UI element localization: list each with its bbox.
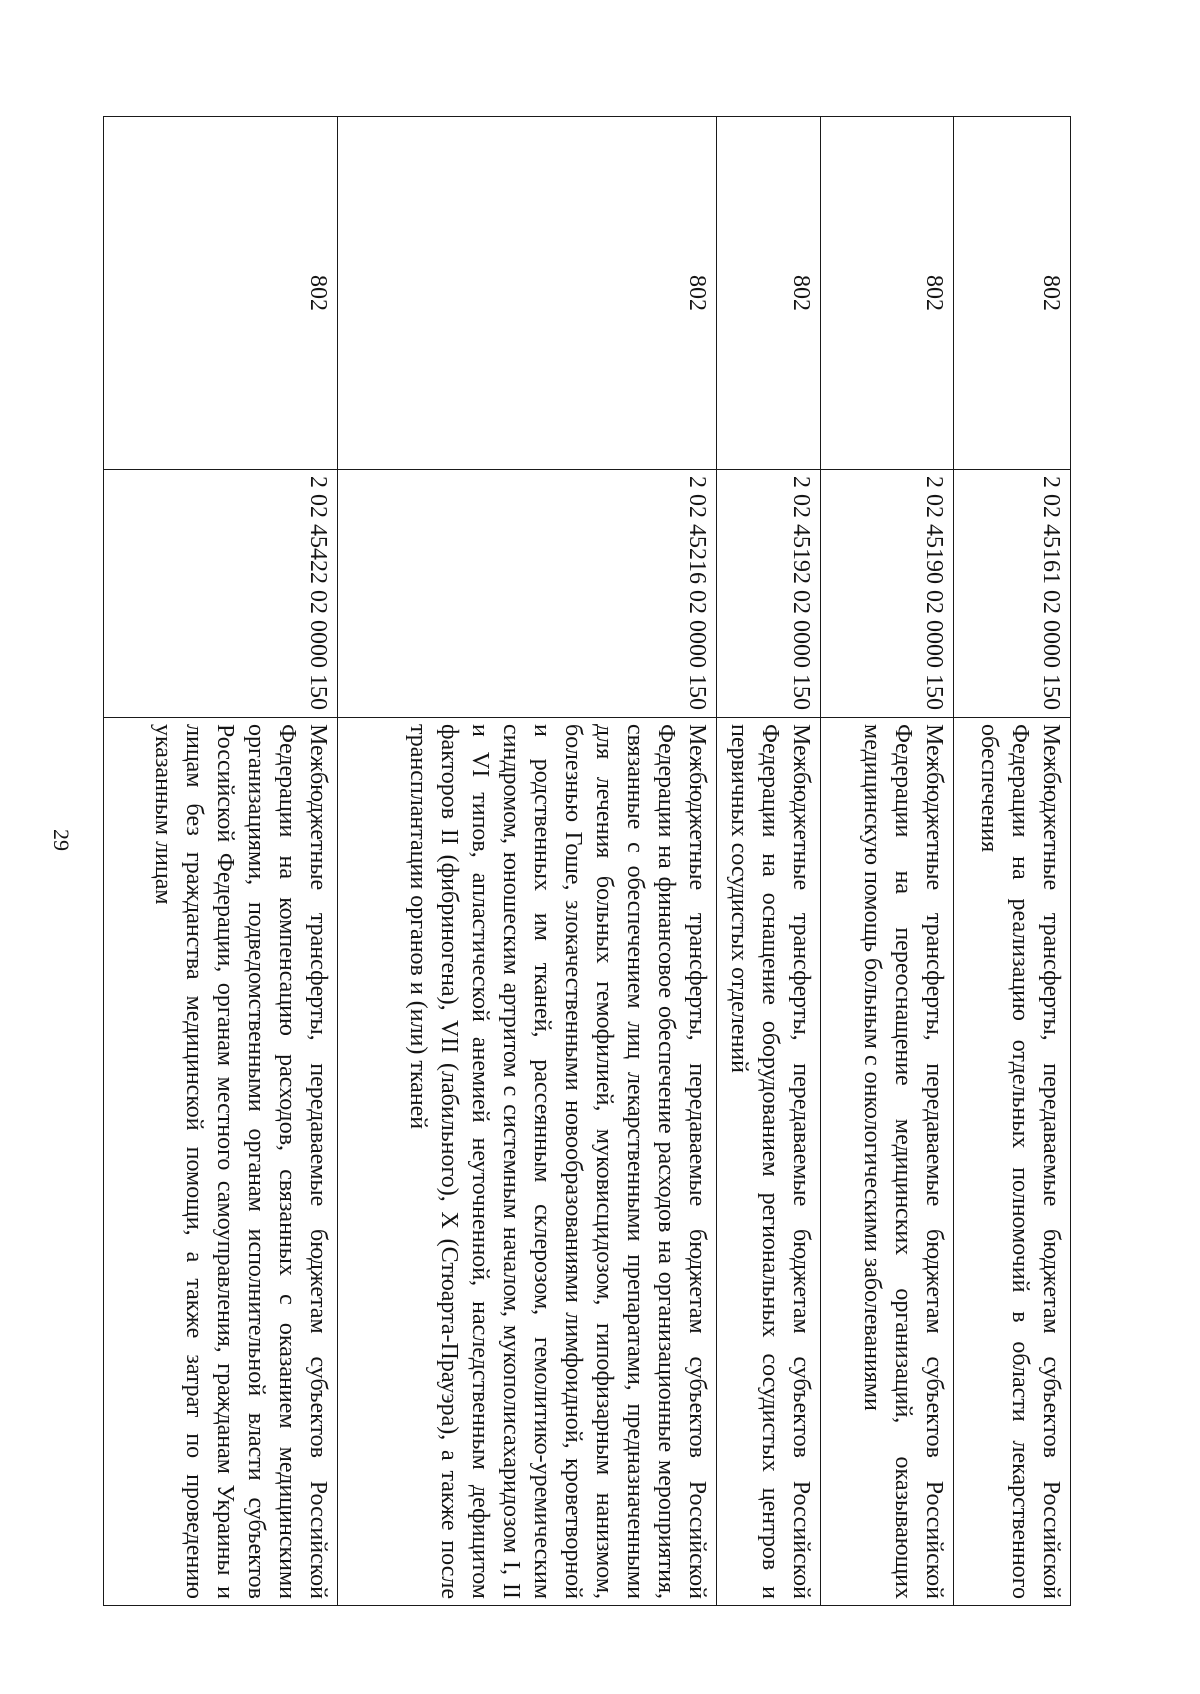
description-cell: Межбюджетные трансферты, передаваемые бюджетам субъектов Российской Федерации на оснащение оборудованием региональных сосудистых центров и первичных сосудистых отделений bbox=[717, 718, 821, 1606]
description-cell: Межбюджетные трансферты, передаваемые бюджетам субъектов Российской Федерации на финансовое обеспечение расходов на организационные мероприятия, связанные с обеспечением лиц лекарственными препаратами, предназначенными для лечения больных гемофилией, муковисцидозом, гипофизарным нанизмом, болезнью Гоше, злокачественными новообразованиями лимфоидной, кроветворной и родственных им тканей, рассеянным склерозом, гемолитико-уремическим синдромом, юношеским артритом с системным началом, мукополисахаридозом I, II и VI типов, апластической анемией неуточненной, наследственным дефицитом факторов II (фибриногена), VII (лабильного), X (Стюарта-Прауэра), а также после трансплантации органов и (или) тканей bbox=[338, 718, 717, 1606]
budget-code-cell: 2 02 45192 02 0000 150 bbox=[717, 470, 821, 718]
admin-code-cell: 802 bbox=[717, 117, 821, 470]
table-wrapper bbox=[139, 116, 1071, 1599]
table-row bbox=[717, 117, 821, 1606]
description-cell: Межбюджетные трансферты, передаваемые бюджетам субъектов Российской Федерации на реализацию отдельных полномочий в области лекарственного обеспечения bbox=[954, 718, 1071, 1606]
page-number: 29 bbox=[49, 829, 74, 851]
table-row bbox=[104, 117, 338, 1606]
admin-code-cell: 802 bbox=[338, 117, 717, 470]
budget-code-cell: 2 02 45422 02 0000 150 bbox=[104, 470, 338, 718]
description-cell: Межбюджетные трансферты, передаваемые бюджетам субъектов Российской Федерации на компенсацию расходов, связанных с оказанием медицинскими организациями, подведомственными органам исполнительной власти субъектов Российской Федерации, органам местного самоуправления, гражданам Украины и лицам без гражданства медицинской помощи, а также затрат по проведению указанным лицам bbox=[104, 718, 338, 1606]
admin-code-cell: 802 bbox=[954, 117, 1071, 470]
admin-code-cell: 802 bbox=[104, 117, 338, 470]
budget-code-cell: 2 02 45216 02 0000 150 bbox=[338, 470, 717, 718]
budget-code-cell: 2 02 45161 02 0000 150 bbox=[954, 470, 1071, 718]
table-row bbox=[954, 117, 1071, 1606]
admin-code-cell: 802 bbox=[821, 117, 954, 470]
description-cell: Межбюджетные трансферты, передаваемые бюджетам субъектов Российской Федерации на переоснащение медицинских организаций, оказывающих медицинскую помощь больным с онкологическими заболеваниями bbox=[821, 718, 954, 1606]
budget-classification-table bbox=[103, 116, 1071, 1606]
budget-code-cell: 2 02 45190 02 0000 150 bbox=[821, 470, 954, 718]
table-row bbox=[338, 117, 717, 1606]
table-row bbox=[821, 117, 954, 1606]
